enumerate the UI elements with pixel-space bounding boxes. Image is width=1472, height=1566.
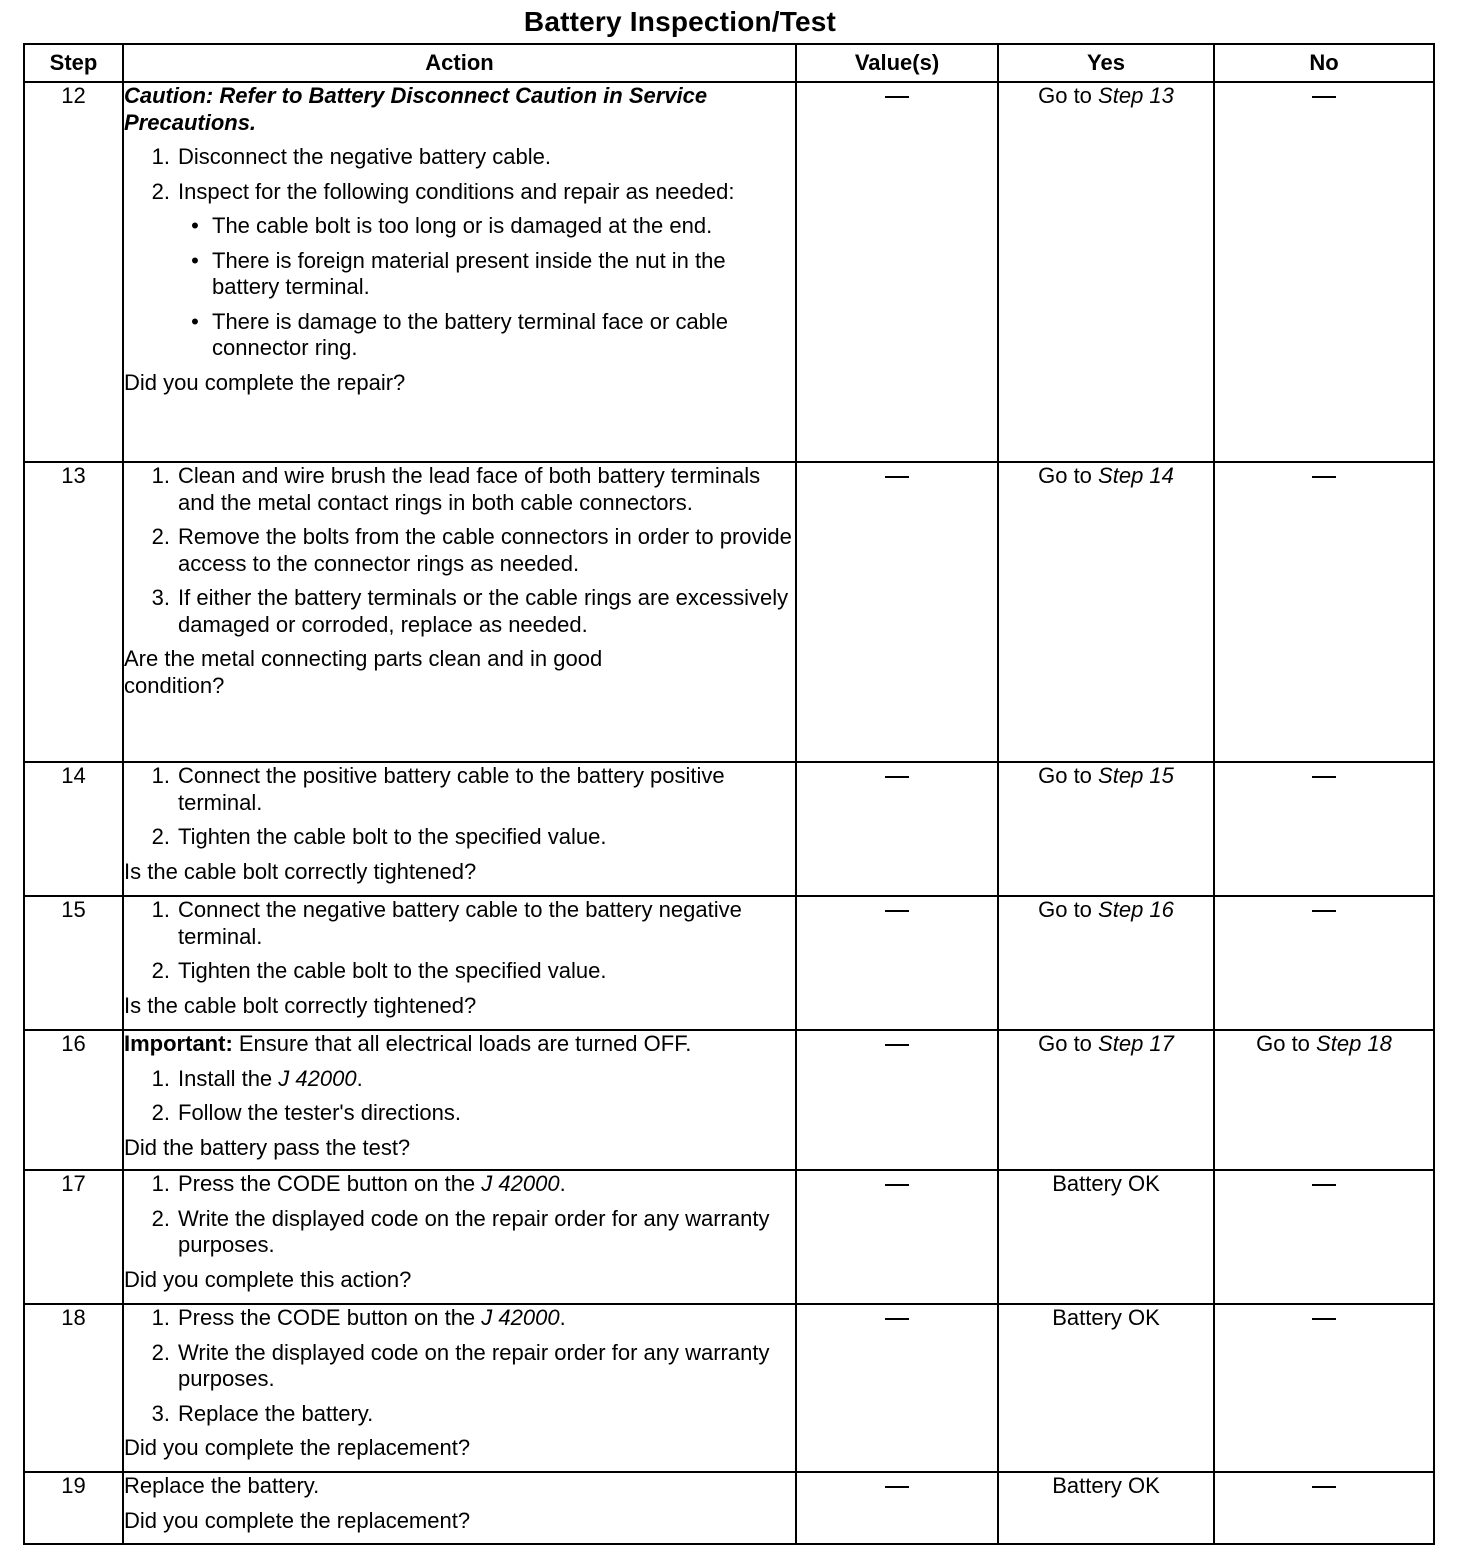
no-cell (1214, 762, 1434, 896)
list-item: 2. Remove the bolts from the cable connectors in order to provide access to the connector rings as needed. (124, 524, 795, 577)
list-item: 2. Write the displayed code on the repair order for any warranty purposes. (124, 1340, 795, 1393)
yes-cell (998, 1030, 1214, 1170)
table-row-step-15 (24, 896, 1434, 1030)
list-item: 3. Replace the battery. (124, 1401, 795, 1428)
value-cell (796, 896, 998, 1030)
list-item: 1. Disconnect the negative battery cable. (124, 144, 795, 171)
step-number: 16 (24, 1030, 123, 1170)
value-cell (796, 82, 998, 462)
table-row-step-14 (24, 762, 1434, 896)
list-item-suffix: . (559, 1305, 566, 1330)
tool-name: J 42000 (481, 1171, 560, 1196)
dash-mark (1312, 776, 1336, 778)
goto-step: Step 16 (1098, 897, 1174, 922)
list-item-text: Connect the positive battery cable to the battery positive terminal. (178, 763, 725, 815)
no-cell (1214, 1472, 1434, 1544)
list-item-text: Install the (178, 1065, 279, 1091)
no-cell (1214, 82, 1434, 462)
step-number: 13 (24, 462, 123, 762)
dash-mark (1312, 1486, 1336, 1488)
value-cell (796, 1472, 998, 1544)
action-cell (123, 1030, 796, 1170)
list-item-text: Remove the bolts from the cable connectors in order to provide access to the connector rings as needed. (178, 524, 792, 576)
list-item: 1. Press the CODE button on the J 42000. (151, 1171, 566, 1196)
yes-cell (998, 82, 1214, 462)
step-number: 12 (24, 82, 123, 462)
list-item: 1. Connect the positive battery cable to the battery positive terminal. (124, 763, 795, 816)
yes-cell: Battery OK (998, 1304, 1214, 1472)
yes-cell (998, 896, 1214, 1030)
question-text: Are the metal connecting parts clean and in good condition? (124, 646, 603, 698)
list-item: 3. If either the battery terminals or the cable rings are excessively damaged or corroded, replace as needed. (124, 585, 795, 638)
list-item-text: Inspect for the following conditions and repair as needed: (178, 178, 735, 204)
no-cell (1214, 1304, 1434, 1472)
tool-name: J 42000 (278, 1065, 357, 1091)
list-item-text: Press the CODE button on the (178, 1171, 482, 1196)
question-text: Did you complete the repair? (124, 369, 406, 395)
dash-mark (1312, 1318, 1336, 1320)
bullet-text: There is damage to the battery terminal face or cable connector ring. (212, 308, 729, 360)
question-text: Did you complete the replacement? (124, 1507, 471, 1533)
yes-cell: Battery OK (998, 1472, 1214, 1544)
list-item-suffix: . (559, 1171, 566, 1196)
list-item-text: Replace the battery. (178, 1400, 374, 1426)
table-row-step-13 (24, 462, 1434, 762)
yes-cell (998, 462, 1214, 762)
step-number: 15 (24, 896, 123, 1030)
list-item: 2. Follow the tester's directions. (124, 1100, 795, 1127)
dash-mark (1312, 476, 1336, 478)
no-cell (1214, 1030, 1434, 1170)
header-step: Step (24, 44, 123, 82)
list-item-text: Press the CODE button on the (178, 1305, 482, 1330)
table-row-step-12 (24, 82, 1434, 462)
table-row-step-18 (24, 1304, 1434, 1472)
table-row-step-17 (24, 1170, 1434, 1304)
dash-mark (885, 1486, 909, 1488)
action-cell (123, 82, 796, 462)
goto-prefix: Go to (1256, 1031, 1310, 1056)
dash-mark (1312, 96, 1336, 98)
goto-step: Step 14 (1098, 463, 1174, 488)
bullet-text: The cable bolt is too long or is damaged at the end. (212, 213, 713, 238)
action-cell (123, 462, 796, 762)
action-cell (123, 762, 796, 896)
step-number: 18 (24, 1304, 123, 1472)
battery-inspection-table (23, 43, 1435, 1545)
action-cell (123, 1472, 796, 1544)
goto-prefix: Go to (1038, 463, 1092, 488)
dash-mark (885, 776, 909, 778)
list-item: 2. Inspect for the following conditions and repair as needed: • The cable bolt is too long or is damaged at the end. • There is foreign material present inside the nut in the battery terminal. • There is damage to the battery terminal face or cable connector ring. (124, 179, 795, 362)
dash-mark (885, 1184, 909, 1186)
table-row-step-19 (24, 1472, 1434, 1544)
goto-prefix: Go to (1038, 1031, 1092, 1056)
no-cell (1214, 1170, 1434, 1304)
bullet-text: There is foreign material present inside the nut in the battery terminal. (212, 247, 726, 299)
caution-note: Caution: Refer to Battery Disconnect Caution in Service Precautions. (124, 83, 708, 135)
question-text: Did you complete this action? (124, 1266, 412, 1292)
list-item: 1. Install the J 42000. (151, 1065, 363, 1091)
header-values: Value(s) (796, 44, 998, 82)
dash-mark (885, 1044, 909, 1046)
yes-cell (998, 762, 1214, 896)
list-item: 2. Tighten the cable bolt to the specified value. (124, 958, 795, 985)
list-item-text: Connect the negative battery cable to the battery negative terminal. (178, 897, 742, 949)
goto-prefix: Go to (1038, 83, 1092, 108)
table-row-step-16 (24, 1030, 1434, 1170)
action-cell (123, 1304, 796, 1472)
action-cell (123, 896, 796, 1030)
dash-mark (885, 1318, 909, 1320)
important-text: Ensure that all electrical loads are turned OFF. (232, 1031, 692, 1056)
no-cell (1214, 462, 1434, 762)
table-header-row (24, 44, 1434, 82)
list-item-text: Tighten the cable bolt to the specified value. (178, 958, 607, 983)
list-item: 2. Write the displayed code on the repair order for any warranty purposes. (124, 1206, 795, 1259)
list-item-text: Write the displayed code on the repair order for any warranty purposes. (178, 1339, 770, 1391)
important-label: Important: (124, 1031, 233, 1056)
dash-mark (1312, 910, 1336, 912)
dash-mark (1312, 1184, 1336, 1186)
goto-step: Step 13 (1098, 83, 1174, 108)
bullet-item: • There is damage to the battery terminal face or cable connector ring. (178, 309, 795, 362)
dash-mark (885, 910, 909, 912)
value-cell (796, 462, 998, 762)
action-text: Replace the battery. (124, 1473, 320, 1498)
goto-prefix: Go to (1038, 763, 1092, 788)
no-cell (1214, 896, 1434, 1030)
tool-name: J 42000 (481, 1305, 560, 1330)
question-text: Is the cable bolt correctly tightened? (124, 858, 477, 884)
list-item-text: Write the displayed code on the repair order for any warranty purposes. (178, 1205, 770, 1257)
list-item: 1. Clean and wire brush the lead face of both battery terminals and the metal contact rings in both cable connectors. (124, 463, 795, 516)
question-text: Did the battery pass the test? (124, 1134, 411, 1160)
important-note (124, 1031, 795, 1058)
document-title: Battery Inspection/Test (523, 6, 837, 37)
action-cell (123, 1170, 796, 1304)
goto-prefix: Go to (1038, 897, 1092, 922)
list-item-suffix: . (356, 1065, 363, 1091)
list-item-text: Disconnect the negative battery cable. (178, 144, 552, 169)
header-action: Action (123, 44, 796, 82)
step-number: 19 (24, 1472, 123, 1544)
value-cell (796, 1030, 998, 1170)
value-cell (796, 1304, 998, 1472)
header-yes: Yes (998, 44, 1214, 82)
list-item: 2. Tighten the cable bolt to the specified value. (124, 824, 795, 851)
step-number: 17 (24, 1170, 123, 1304)
step-number: 14 (24, 762, 123, 896)
list-item-text: Follow the tester's directions. (178, 1100, 461, 1125)
goto-step: Step 17 (1098, 1031, 1174, 1056)
bullet-item: • The cable bolt is too long or is damaged at the end. (178, 213, 795, 240)
list-item-text: Clean and wire brush the lead face of both battery terminals and the metal contact rings in both cable connectors. (178, 463, 761, 515)
dash-mark (885, 476, 909, 478)
dash-mark (885, 96, 909, 98)
list-item-text: If either the battery terminals or the cable rings are excessively damaged or corroded, replace as needed. (178, 585, 789, 637)
list-item: 1. Press the CODE button on the J 42000. (151, 1305, 566, 1330)
yes-cell: Battery OK (998, 1170, 1214, 1304)
header-no: No (1214, 44, 1434, 82)
goto-step: Step 18 (1316, 1031, 1392, 1056)
value-cell (796, 762, 998, 896)
question-text: Is the cable bolt correctly tightened? (124, 992, 477, 1018)
list-item-text: Tighten the cable bolt to the specified value. (178, 824, 607, 849)
question-text: Did you complete the replacement? (124, 1435, 471, 1460)
list-item: 1. Connect the negative battery cable to the battery negative terminal. (124, 897, 795, 950)
value-cell (796, 1170, 998, 1304)
goto-step: Step 15 (1098, 763, 1174, 788)
bullet-item: • There is foreign material present inside the nut in the battery terminal. (178, 248, 795, 301)
